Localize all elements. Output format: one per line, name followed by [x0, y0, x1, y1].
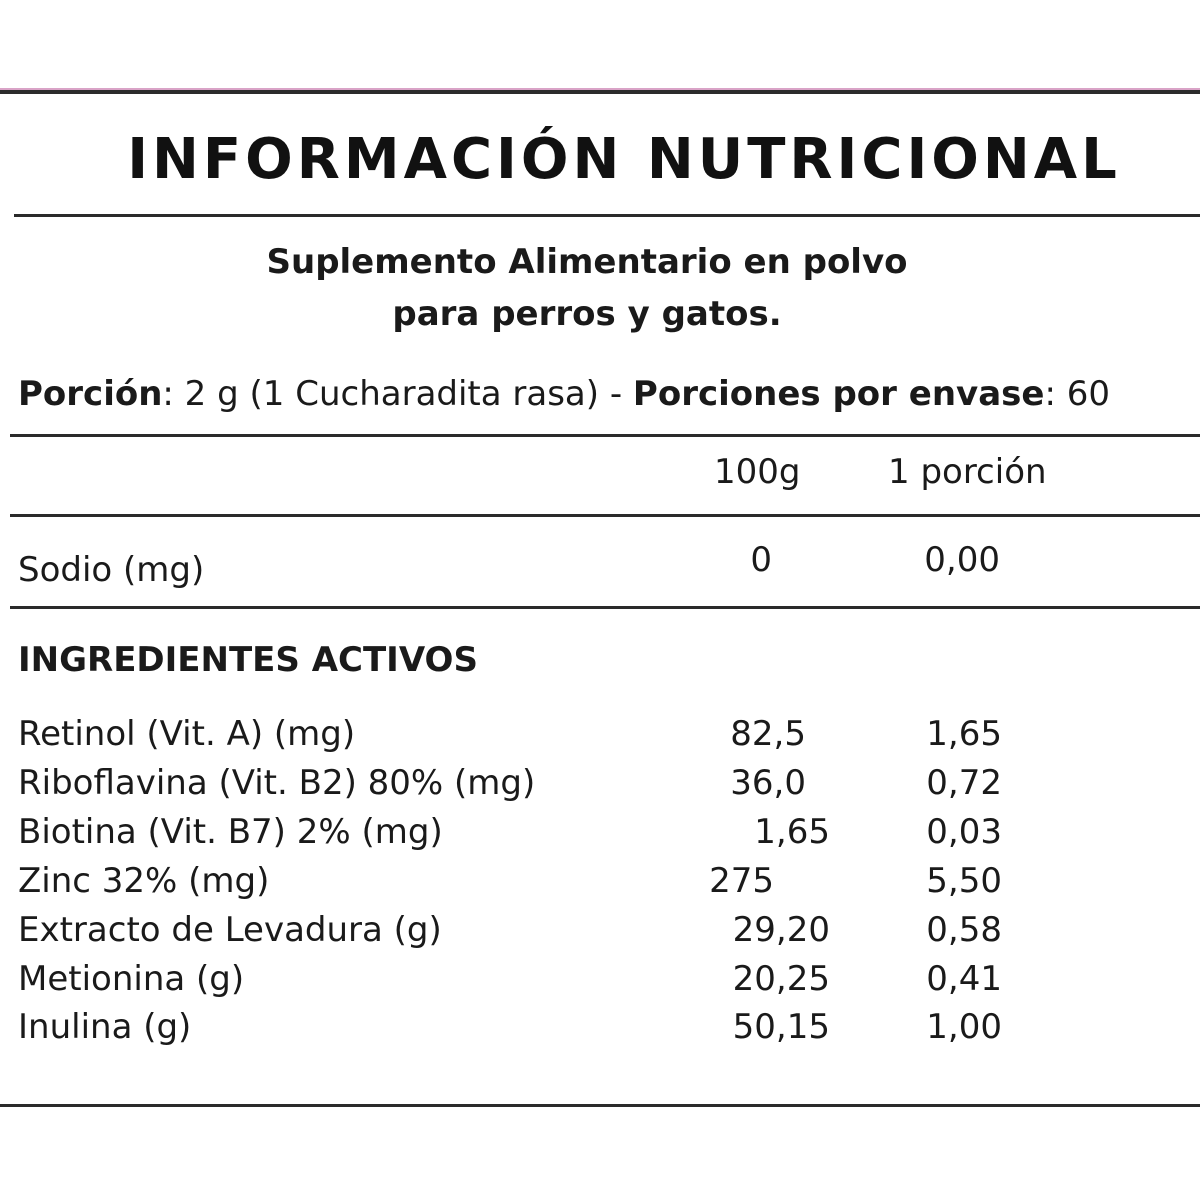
ingredient-value-100g: 36,0	[730, 763, 806, 803]
portion-value: : 2 g (1 Cucharadita rasa) -	[162, 374, 633, 414]
divider-header	[10, 514, 1200, 517]
sodium-value-portion: 0,00	[924, 540, 1000, 580]
ingredient-value-portion: 0,72	[926, 763, 1002, 803]
sodium-value-100g: 0	[750, 540, 772, 580]
ingredient-value-100g: 275	[709, 861, 774, 901]
ingredient-value-100g: 50,15	[732, 1007, 830, 1047]
ingredient-label: Inulina (g)	[18, 1007, 192, 1047]
page-title: INFORMACIÓN NUTRICIONAL	[127, 127, 1121, 192]
portion-info	[18, 372, 1200, 416]
ingredient-value-100g: 29,20	[732, 910, 830, 950]
portions-per-pack-label: Porciones por envase	[632, 374, 1045, 414]
ingredient-value-portion: 0,58	[926, 910, 1002, 950]
portions-per-pack-value: : 60	[1044, 374, 1110, 414]
ingredient-label: Riboflavina (Vit. B2) 80% (mg)	[18, 763, 536, 803]
ingredient-label: Metionina (g)	[18, 959, 245, 999]
sodium-label: Sodio (mg)	[18, 550, 205, 590]
ingredient-value-100g: 20,25	[732, 959, 830, 999]
ingredient-value-100g: 82,5	[730, 714, 806, 754]
product-description-line1: Suplemento Alimentario en polvo	[266, 242, 908, 282]
column-header-portion: 1 porción	[888, 452, 1047, 492]
ingredient-label: Zinc 32% (mg)	[18, 861, 270, 901]
divider-title	[14, 214, 1200, 217]
portion-label: Porción	[18, 374, 163, 414]
ingredient-value-portion: 1,65	[926, 714, 1002, 754]
ingredient-label: Retinol (Vit. A) (mg)	[18, 714, 356, 754]
top-border	[0, 90, 1200, 94]
divider-sodium	[10, 606, 1200, 609]
active-ingredients-title: INGREDIENTES ACTIVOS	[18, 640, 478, 680]
ingredient-value-100g: 1,65	[754, 812, 830, 852]
column-header-100g: 100g	[714, 452, 801, 492]
ingredient-label: Biotina (Vit. B7) 2% (mg)	[18, 812, 443, 852]
bottom-border	[0, 1104, 1200, 1107]
ingredient-value-portion: 1,00	[926, 1007, 1002, 1047]
ingredient-value-portion: 5,50	[926, 861, 1002, 901]
product-description-line2: para perros y gatos.	[392, 294, 782, 334]
ingredient-value-portion: 0,03	[926, 812, 1002, 852]
divider-portion	[10, 434, 1200, 437]
ingredient-label: Extracto de Levadura (g)	[18, 910, 442, 950]
ingredient-value-portion: 0,41	[926, 959, 1002, 999]
